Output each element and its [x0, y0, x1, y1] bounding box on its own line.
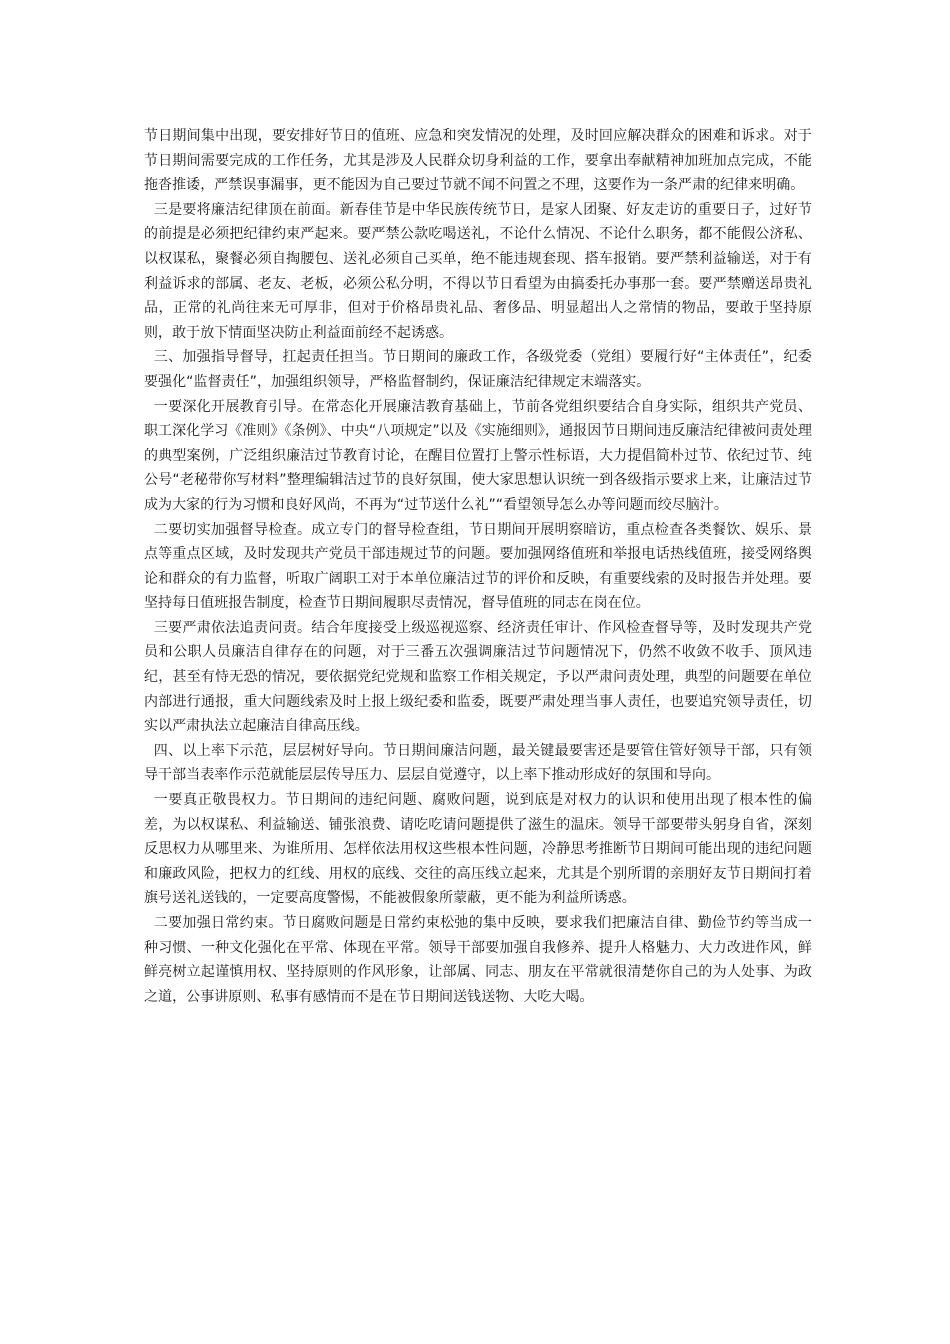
section-heading-supervision: 三、加强指导督导，扛起责任担当。节日期间的廉政工作，各级党委（党组）要履行好“主体责任”，纪委要强化“监督责任”，加强组织领导，严格监督制约，保证廉洁纪律规定末端落实。 [144, 349, 812, 390]
document-page [144, 124, 812, 1009]
paragraph-education: 一要深化开展教育引导。在常态化开展廉洁教育基础上，节前各党组织要结合自身实际，组织共产党员、职工深化学习《准则》《条例》、中央“八项规定”以及《实施细则》，通报因节日期间违反廉洁纪律被问责处理的典型案例，广泛组织廉洁过节教育讨论，在醒目位置打上警示性标语，大力提倡简朴过节、依纪过节、纯公号“老秘带你写材料”整理编辑洁过节的良好氛围，使大家思想认识统一到各级指示要求上来，让廉洁过节成为大家的行为习惯和良好风尚，不再为“过节送什么礼”“看望领导怎么办等问题而绞尽脑汁。 [144, 398, 813, 513]
paragraph-respect-power: 一要真正敬畏权力。节日期间的违纪问题、腐败问题，说到底是对权力的认识和使用出现了根本性的偏差，为以权谋私、利益输送、铺张浪费、请吃吃请问题提供了滋生的温床。领导干部要带头躬身自省，深刻反思权力从哪里来、为谁所用、怎样依法用权这些根本性问题，冷静思考推断节日期间可能出现的违纪问题和廉政风险，把权力的红线、用权的底线、交往的高压线立起来，尤其是个别所谓的亲朋好友节日期间打着旗号送礼送钱的，一定要高度警惕，不能被假象所蒙蔽，更不能为利益所诱惑。 [144, 792, 812, 907]
paragraph-integrity-discipline: 三是要将廉洁纪律顶在前面。新春佳节是中华民族传统节日，是家人团聚、好友走访的重要日子，过好节的前提是必须把纪律约束严起来。要严禁公款吃喝送礼，不论什么情况、不论什么职务，都不能假公济私、以权谋私，聚餐必须自掏腰包、送礼必须自己买单，绝不能违规套现、搭车报销。要严禁利益输送，对于有利益诉求的部属、老友、老板，必须公私分明，不得以节日看望为由搞委托办事那一套。要严禁赠送昂贵礼品，正常的礼尚往来无可厚非，但对于价格昂贵礼品、奢侈品、明显超出人之常情的物品，要敢于坚持原则，敢于放下情面坚决防止利益面前经不起诱惑。 [144, 201, 812, 341]
paragraph-continuation: 节日期间集中出现，要安排好节日的值班、应急和突发情况的处理，及时回应解决群众的困难和诉求。对于节日期间需要完成的工作任务，尤其是涉及人民群众切身利益的工作，要拿出奉献精神加班加点完成，不能拖沓推诿，严禁误事漏事，更不能因为自己要过节就不闻不问置之不理，这要作为一条严肃的纪律来明确。 [144, 128, 812, 194]
section-heading-leadership: 四、以上率下示范，层层树好导向。节日期间廉洁问题，最关键最要害还是要管住管好领导干部，只有领导干部当表率作示范就能层层传导压力、层层自觉遵守，以上率下推动形成好的氛围和导向。 [144, 742, 812, 784]
paragraph-inspection: 二要切实加强督导检查。成立专门的督导检查组，节日期间开展明察暗访，重点检查各类餐饮、娱乐、景点等重点区域，及时发现共产党员干部违规过节的问题。要加强网络值班和举报电话热线值班，接受网络舆论和群众的有力监督，听取广阔职工对于本单位廉洁过节的评价和反映，有重要线索的及时报告并处理。要坚持每日值班报告制度，检查节日期间履职尽责情况，督导值班的同志在岗在位。 [144, 521, 812, 612]
paragraph-accountability: 三要严肃依法追责问责。结合年度接受上级巡视巡察、经济责任审计、作风检查督导等，及时发现共产党员和公职人员廉洁自律存在的问题，对于三番五次强调廉洁过节问题情况下，仍然不收敛不收手、顶风违纪，甚至有恃无恐的情况，要依据党纪党规和监察工作相关规定，予以严肃问责处理，典型的问题要在单位内部进行通报，重大问题线索及时上报上级纪委和监委，既要严肃处理当事人责任，也要追究领导责任，切实以严肃执法立起廉洁自律高压线。 [144, 619, 812, 735]
paragraph-daily-constraint: 二要加强日常约束。节日腐败问题是日常约束松弛的集中反映，要求我们把廉洁自律、勤俭节约等当成一种习惯、一种文化强化在平常、体现在平常。领导干部要加强自我修养、提升人格魅力、大力改进作风，鲜鲜亮树立起谨慎用权、坚持原则的作风形象，让部属、同志、朋友在平常就很清楚你自己的为人处事、为政之道，公事讲原则、私事有感情而不是在节日期间送钱送物、大吃大喝。 [144, 915, 812, 1005]
